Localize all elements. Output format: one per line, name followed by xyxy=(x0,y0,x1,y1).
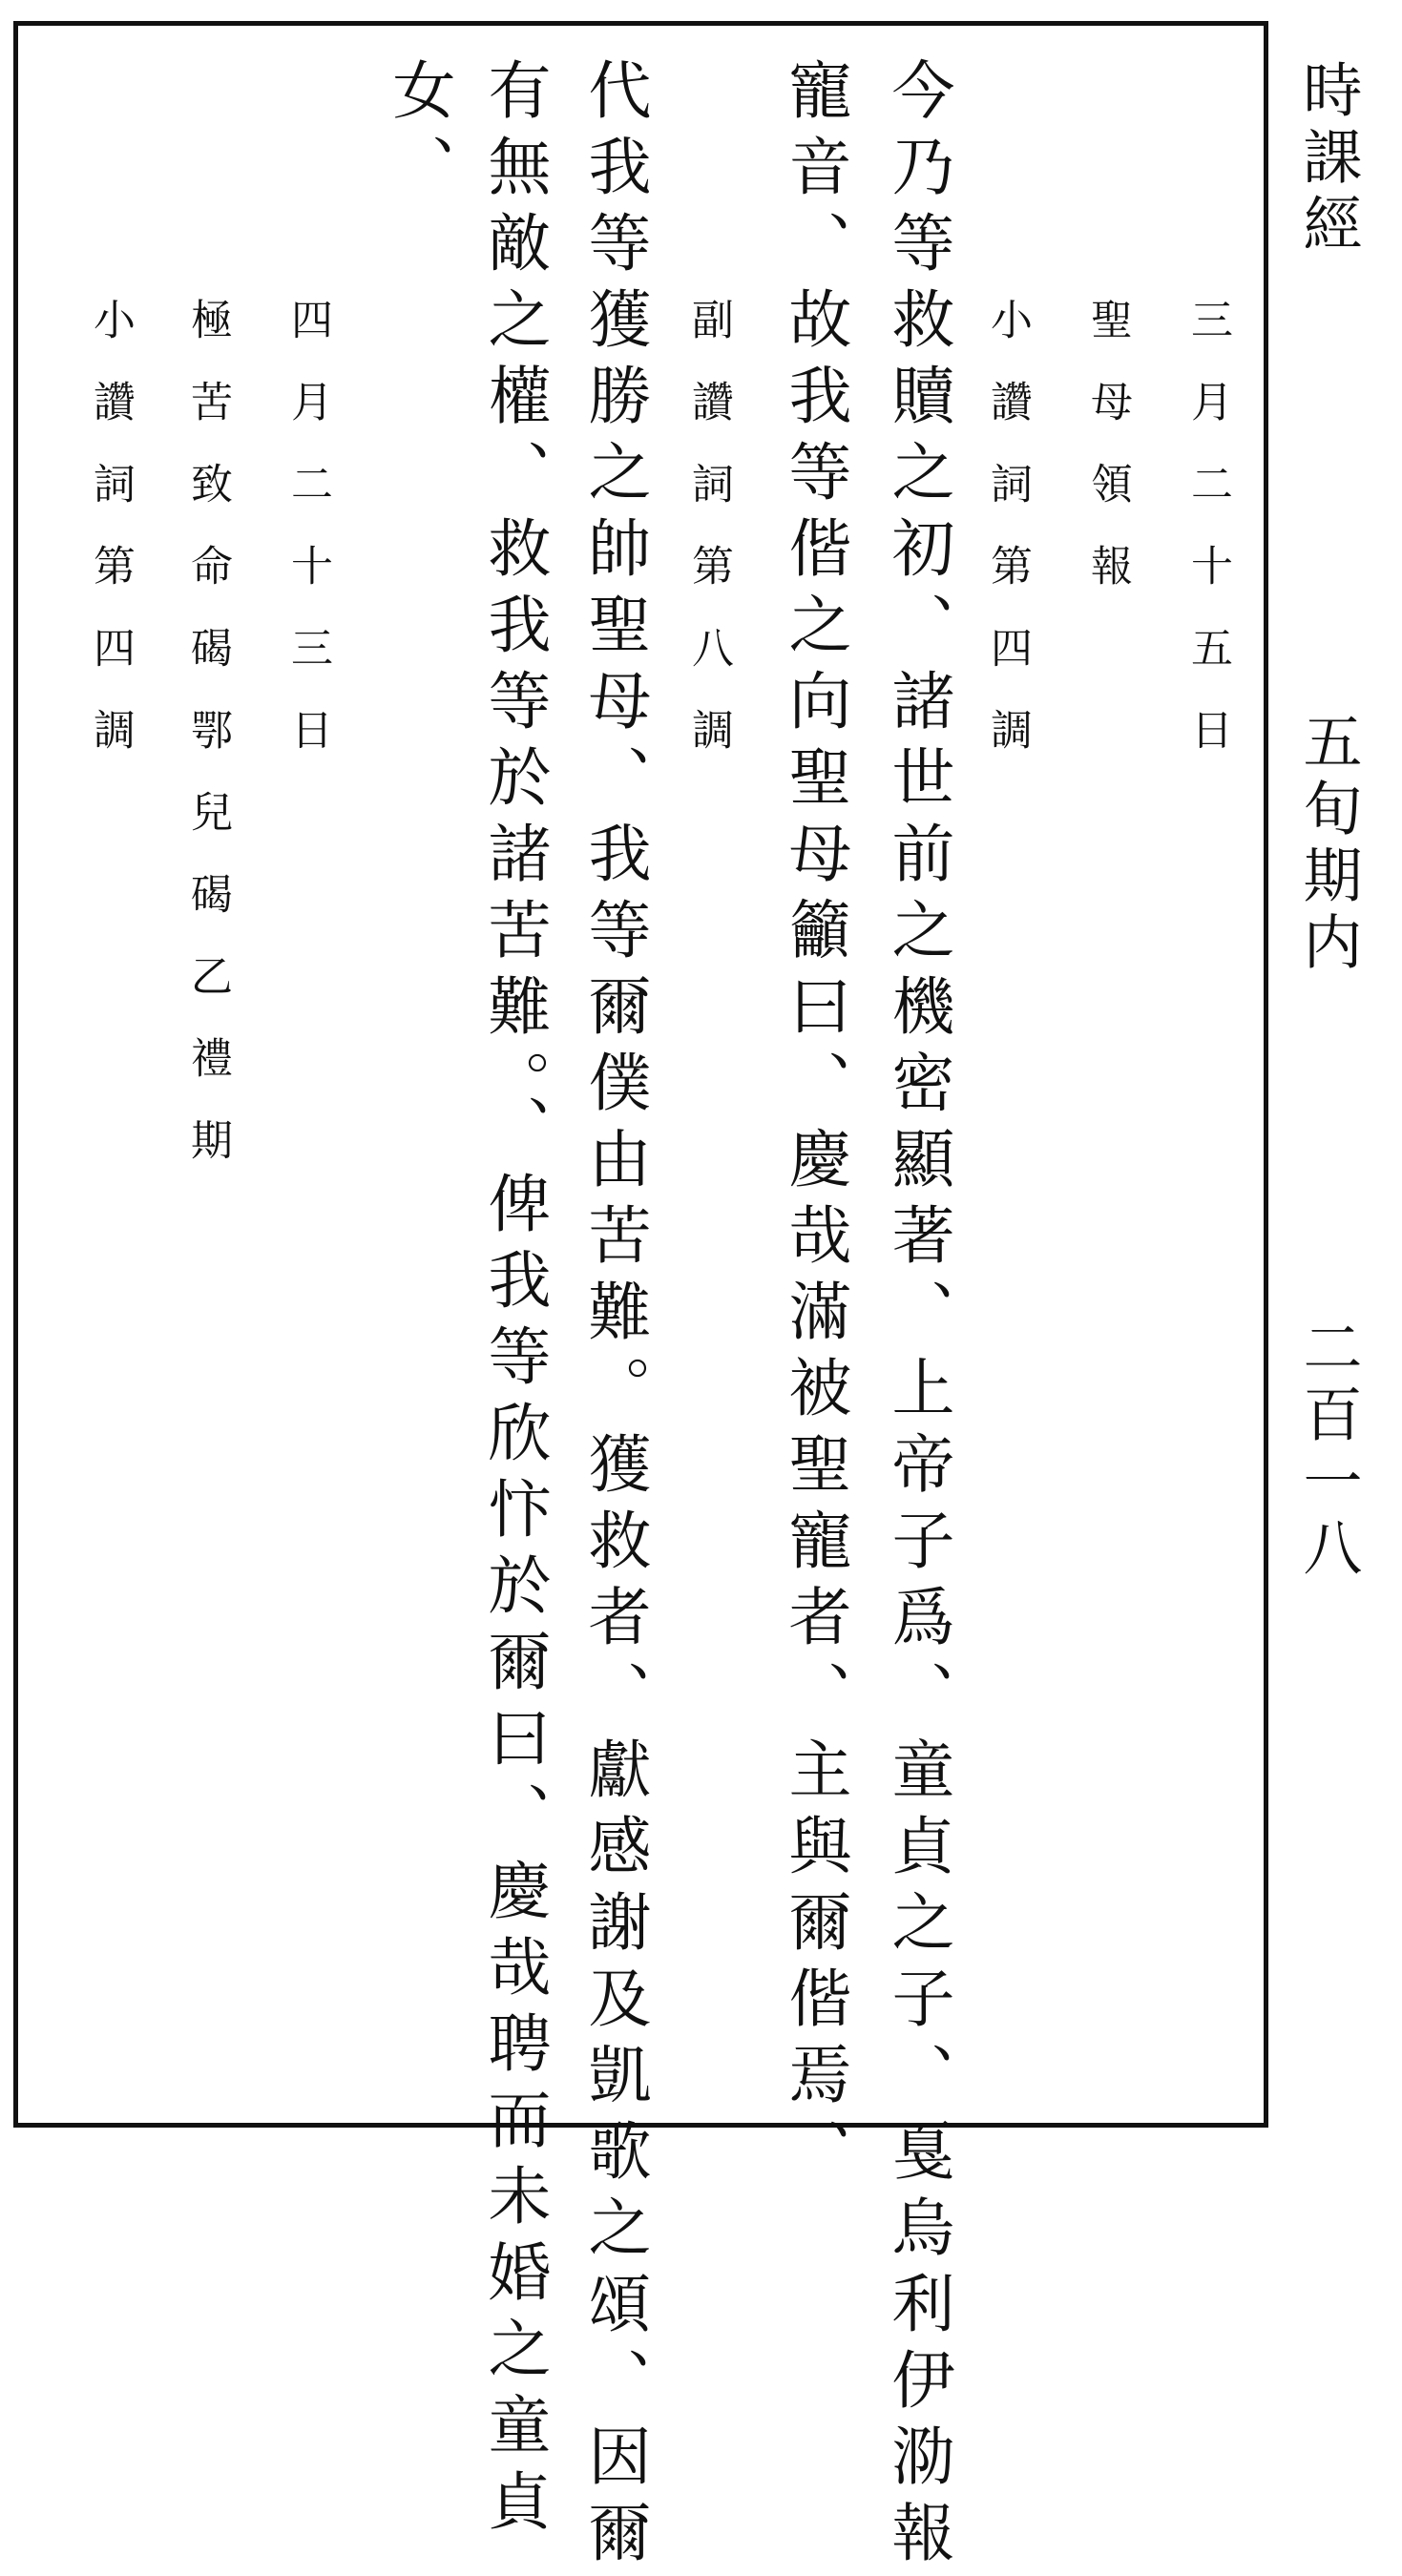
kontakion-line-3: 女、 xyxy=(382,57,455,210)
troparion-line-1: 今乃等救贖之初、諸世前之機密顯著、上帝子爲、童貞之子、戛烏利伊泐報 xyxy=(881,57,954,2576)
page-number: 二百一八 xyxy=(1293,1317,1363,1584)
kontakion-line-2: 有無敵之權、救我等於諸苦難。、俾我等欣忭於爾曰、慶哉聘而未婚之童貞 xyxy=(477,57,551,2545)
section-title: 五旬期内 xyxy=(1293,711,1363,978)
feast-st-george: 極苦致命碣鄂兒碣乙禮期 xyxy=(183,298,232,1200)
feast-annunciation: 聖母領報 xyxy=(1083,298,1132,626)
troparion-heading-tone-4: 小讚詞第四調 xyxy=(983,298,1032,790)
troparion-line-2: 寵音、故我等偕之向聖母籲曰、慶哉滿被聖寵者、主與爾偕焉、 xyxy=(778,57,851,2194)
date-april-23: 四月二十三日 xyxy=(283,298,332,790)
book-title: 時課經 xyxy=(1293,59,1363,260)
date-march-25: 三月二十五日 xyxy=(1183,298,1232,790)
kontakion-line-1: 代我等獲勝之帥聖母、我等爾僕由苦難。獲救者、獻感謝及凱歌之頌、因爾 xyxy=(577,57,651,2576)
kontakion-heading-tone-8: 副讚詞第八調 xyxy=(684,298,733,790)
troparion-heading-tone-4-b: 小讚詞第四調 xyxy=(86,298,135,790)
